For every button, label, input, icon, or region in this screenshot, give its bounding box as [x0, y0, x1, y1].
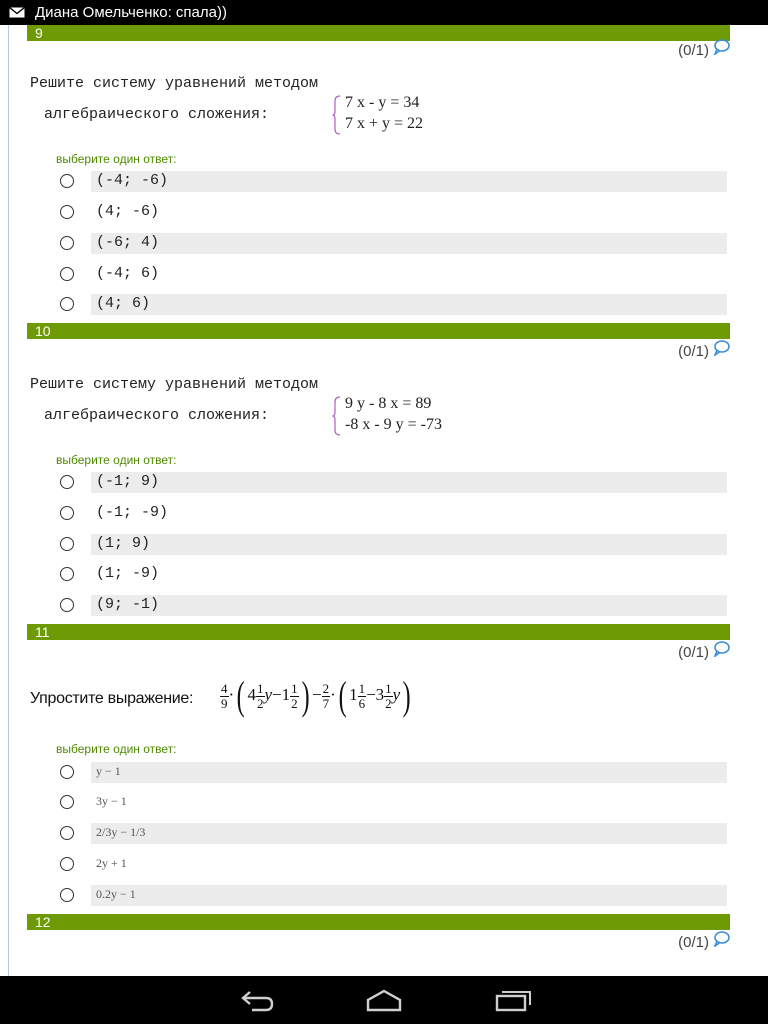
radio-button[interactable]: [60, 857, 74, 871]
comment-bubble-icon[interactable]: [712, 641, 730, 657]
option-label[interactable]: (-1; -9): [96, 504, 169, 521]
answer-option[interactable]: [60, 233, 727, 254]
radio-button[interactable]: [60, 506, 74, 520]
answer-option[interactable]: [60, 294, 727, 315]
question-score: (0/1): [678, 644, 709, 661]
system-brace-icon: [332, 95, 342, 135]
back-icon[interactable]: [236, 986, 276, 1014]
radio-button[interactable]: [60, 795, 74, 809]
comment-bubble-icon[interactable]: [712, 931, 730, 947]
equation-system: [332, 396, 502, 438]
question-number: 11: [35, 624, 50, 640]
answer-option[interactable]: [60, 823, 727, 844]
option-label[interactable]: (4; -6): [96, 203, 160, 220]
radio-button[interactable]: [60, 826, 74, 840]
radio-button[interactable]: [60, 475, 74, 489]
question-prompt-line2: алгебраического сложения:: [44, 407, 270, 424]
option-label[interactable]: 2/3y − 1/3: [91, 823, 727, 844]
question-prompt: Упростите выражение:: [30, 690, 194, 707]
comment-bubble-icon[interactable]: [712, 39, 730, 55]
option-label[interactable]: 3y − 1: [96, 794, 127, 808]
answer-option[interactable]: [60, 595, 727, 616]
question-header-11: [27, 624, 730, 640]
equation-1: 7 x - y = 34: [345, 94, 420, 111]
radio-button[interactable]: [60, 174, 74, 188]
equation-2: 7 x + y = 22: [345, 115, 424, 132]
navigation-bar: [0, 976, 768, 1024]
comment-bubble-icon[interactable]: [712, 340, 730, 356]
answer-option[interactable]: [60, 885, 727, 906]
question-header-9: [27, 25, 730, 41]
option-label[interactable]: y − 1: [91, 762, 727, 783]
option-label[interactable]: (-6; 4): [91, 233, 727, 254]
question-number: 10: [35, 323, 51, 339]
radio-button[interactable]: [60, 205, 74, 219]
radio-button[interactable]: [60, 598, 74, 612]
question-number: 9: [35, 25, 43, 41]
answer-option[interactable]: [60, 472, 727, 493]
question-number: 12: [35, 914, 51, 930]
answer-option[interactable]: [60, 564, 727, 585]
choose-one-label: выберите один ответ:: [56, 453, 177, 467]
option-label[interactable]: (-4; -6): [91, 171, 727, 192]
notification-title: Диана Омельченко: спала)): [35, 4, 227, 21]
equation-1: 9 y - 8 x = 89: [345, 395, 432, 412]
system-brace-icon: [332, 396, 342, 436]
status-bar: [0, 0, 768, 25]
home-icon[interactable]: [364, 986, 404, 1014]
radio-button[interactable]: [60, 765, 74, 779]
answer-option[interactable]: [60, 171, 727, 192]
question-prompt-line1: Решите систему уравнений методом: [30, 75, 319, 92]
question-header-10: [27, 323, 730, 339]
choose-one-label: выберите один ответ:: [56, 742, 177, 756]
radio-button[interactable]: [60, 537, 74, 551]
choose-one-label: выберите один ответ:: [56, 152, 177, 166]
answer-option[interactable]: [60, 503, 727, 524]
radio-button[interactable]: [60, 236, 74, 250]
answer-option[interactable]: [60, 854, 727, 875]
question-score: (0/1): [678, 934, 709, 951]
option-label[interactable]: 2y + 1: [96, 856, 127, 870]
option-label[interactable]: (-1; 9): [91, 472, 727, 493]
radio-button[interactable]: [60, 267, 74, 281]
option-label[interactable]: (-4; 6): [96, 265, 160, 282]
option-label[interactable]: (1; -9): [96, 565, 160, 582]
recent-apps-icon[interactable]: [493, 986, 533, 1014]
answer-option[interactable]: [60, 202, 727, 223]
radio-button[interactable]: [60, 297, 74, 311]
option-label[interactable]: 0.2y − 1: [91, 885, 727, 906]
equation-system: [332, 95, 472, 137]
answer-option[interactable]: [60, 264, 727, 285]
option-label[interactable]: (4; 6): [91, 294, 727, 315]
mail-notification-icon: [9, 7, 25, 18]
question-prompt-line2: алгебраического сложения:: [44, 106, 270, 123]
radio-button[interactable]: [60, 888, 74, 902]
option-label[interactable]: (1; 9): [91, 534, 727, 555]
answer-option[interactable]: [60, 762, 727, 783]
question-score: (0/1): [678, 343, 709, 360]
equation-2: -8 x - 9 y = -73: [345, 416, 443, 433]
quiz-content[interactable]: [0, 25, 768, 976]
question-header-12: [27, 914, 730, 930]
question-score: (0/1): [678, 42, 709, 59]
option-label[interactable]: (9; -1): [91, 595, 727, 616]
radio-button[interactable]: [60, 567, 74, 581]
answer-option[interactable]: [60, 534, 727, 555]
question-prompt-line1: Решите систему уравнений методом: [30, 376, 319, 393]
answer-option[interactable]: [60, 792, 727, 813]
math-expression: $\frac{4}{9}$ ·( 4 $\frac{1}{2}$ y−1 $\frac{1}{2}$ ) − $\frac{2}{7}$ ·( 1 $\frac{1}{6}$ −3 $\frac{1}{2}$ y): [221, 673, 411, 718]
